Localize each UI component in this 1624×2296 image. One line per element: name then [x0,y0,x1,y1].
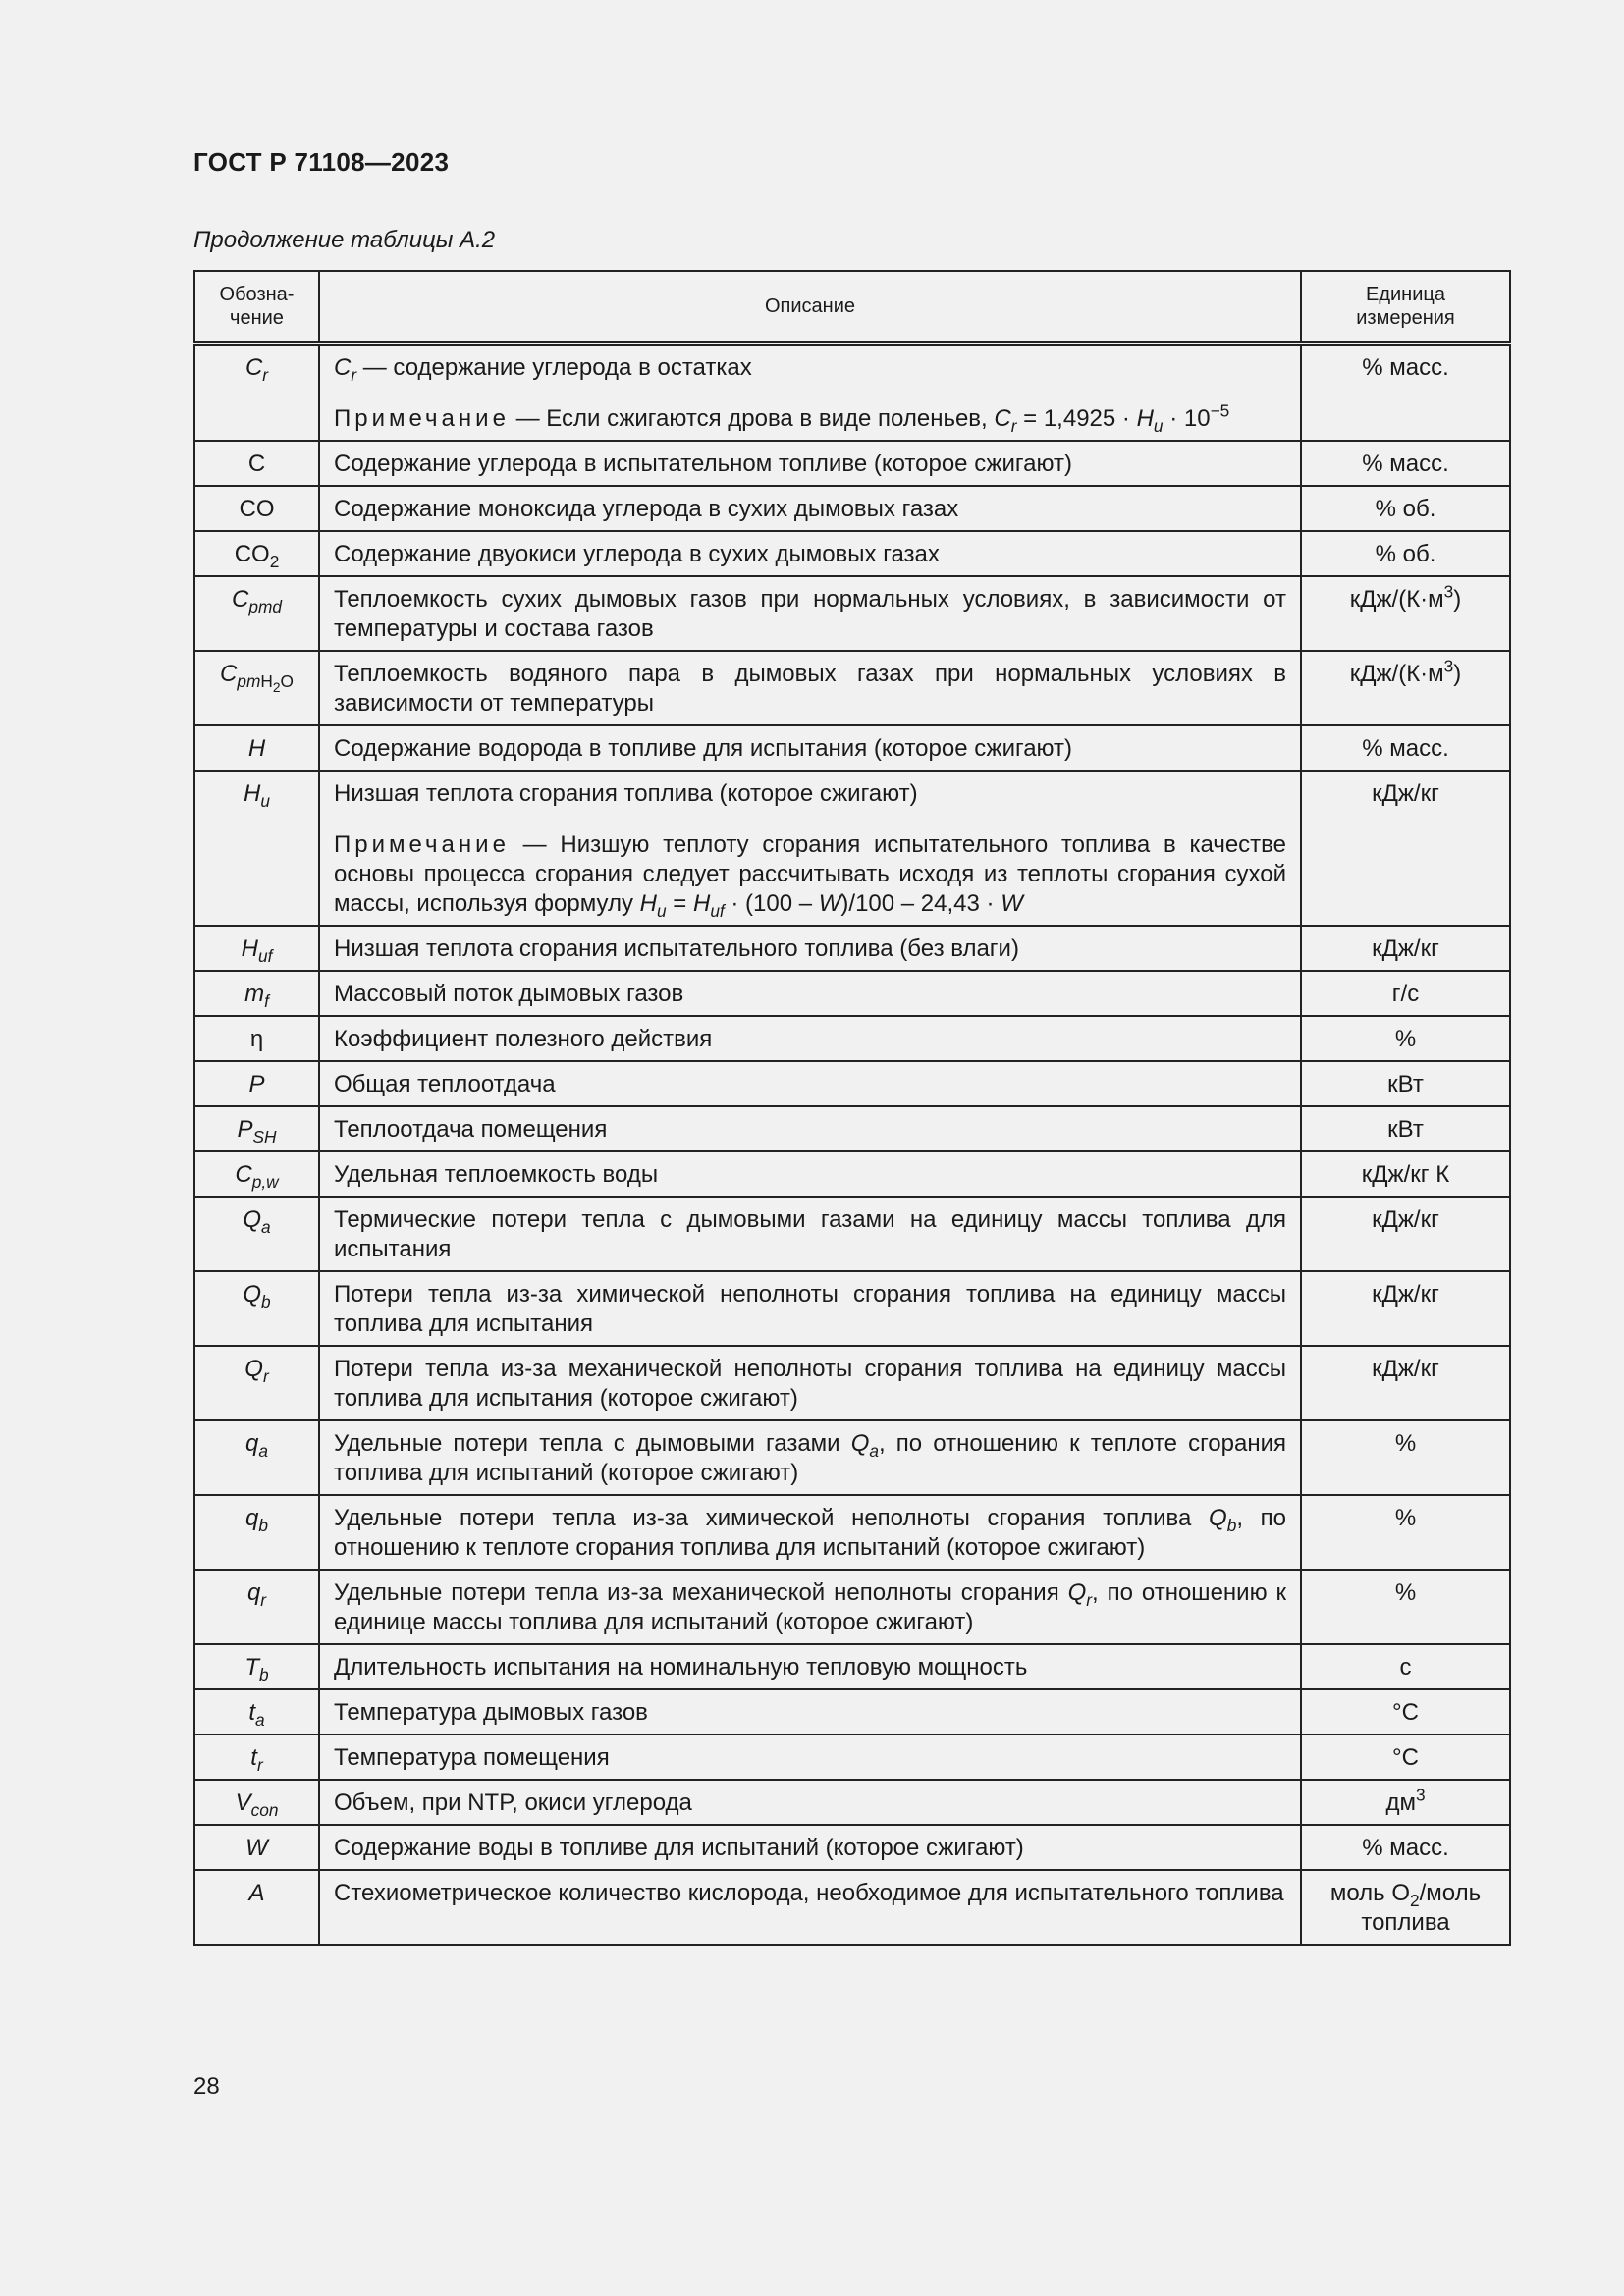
row-description: Массовый поток дымовых газов [319,971,1301,1016]
row-symbol: A [194,1870,319,1945]
row-unit: % масс. [1301,441,1510,486]
row-unit: % масс. [1301,344,1510,442]
row-description: Удельные потери тепла из-за механической неполноты сгорания $Q_r$, по отношению к единице массы топлива для испытаний (которое сжигают) [319,1570,1301,1644]
row-unit: % об. [1301,531,1510,576]
table-row [194,344,1510,442]
row-symbol: $Q_b$ [194,1271,319,1346]
table-row [194,971,1510,1016]
row-description: Низшая теплота сгорания топлива (которое сжигают) Примечание — Низшую теплоту сгорания испытательного топлива в качестве основы процесса сгорания следует рассчитывать исходя из теплоты сгорания сухой массы, используя формулу $H_u = H_{uf} \cdot (100 - W)/100 - 24,43 \cdot W$ [319,771,1301,926]
table-row [194,725,1510,771]
row-symbol: $C_{pmH_2O}$ [194,651,319,725]
row-symbol: $Q_r$ [194,1346,319,1420]
row-unit: кВт [1301,1106,1510,1151]
row-symbol: $V_{con}$ [194,1780,319,1825]
table-row [194,1197,1510,1271]
table-header-row [194,271,1510,344]
table-row [194,486,1510,531]
row-symbol: W [194,1825,319,1870]
table-row [194,651,1510,725]
table-row [194,531,1510,576]
row-unit: кДж/кг [1301,771,1510,926]
row-symbol: $H_u$ [194,771,319,926]
row-description: $C_r$ — содержание углерода в остатках Примечание — Если сжигаются дрова в виде поленьев, $C_r = 1,4925 \cdot H_u \cdot 10^{-5}$ [319,344,1301,442]
table-row [194,1271,1510,1346]
table-row [194,1061,1510,1106]
table-row [194,1151,1510,1197]
row-description: Удельная теплоемкость воды [319,1151,1301,1197]
row-unit: $дм^3$ [1301,1780,1510,1825]
header-description: Описание [319,271,1301,344]
row-description: Содержание воды в топливе для испытаний (которое сжигают) [319,1825,1301,1870]
row-description: Стехиометрическое количество кислорода, необходимое для испытательного топлива [319,1870,1301,1945]
row-unit: кДж/кг [1301,1197,1510,1271]
table-row [194,771,1510,926]
row-symbol: $t_a$ [194,1689,319,1735]
row-symbol: $q_r$ [194,1570,319,1644]
header-unit: Единица измерения [1301,271,1510,344]
header-symbol: Обозна- чение [194,271,319,344]
row-symbol: $C_r$ [194,344,319,442]
row-symbol: P [194,1061,319,1106]
row-symbol: $q_b$ [194,1495,319,1570]
row-symbol: $m_f$ [194,971,319,1016]
row-unit: % [1301,1495,1510,1570]
table-row [194,1420,1510,1495]
table-row [194,1644,1510,1689]
row-description: Теплоемкость сухих дымовых газов при нормальных условиях, в зависимости от температуры и состава газов [319,576,1301,651]
row-symbol: H [194,725,319,771]
row-symbol: $CO_2$ [194,531,319,576]
page-number: 28 [193,2073,220,2100]
row-description: Коэффициент полезного действия [319,1016,1301,1061]
row-description: Теплоотдача помещения [319,1106,1301,1151]
row-description: Теплоемкость водяного пара в дымовых газах при нормальных условиях в зависимости от температуры [319,651,1301,725]
row-unit: % [1301,1420,1510,1495]
row-symbol: CO [194,486,319,531]
row-symbol: $q_a$ [194,1420,319,1495]
row-description: Объем, при NTP, окиси углерода [319,1780,1301,1825]
document-header: ГОСТ Р 71108—2023 [193,147,450,177]
table-caption: Продолжение таблицы А.2 [193,227,496,253]
row-unit: с [1301,1644,1510,1689]
row-description: Потери тепла из-за химической неполноты сгорания топлива на единицу массы топлива для испытания [319,1271,1301,1346]
row-note: Примечание — Если сжигаются дрова в виде поленьев, $C_r = 1,4925 \cdot H_u \cdot 10^{-5}$ [334,400,1230,437]
row-unit: кДж/$(К\cdot м^3)$ [1301,576,1510,651]
row-description: Температура дымовых газов [319,1689,1301,1735]
row-unit: % [1301,1570,1510,1644]
row-description: Потери тепла из-за механической неполноты сгорания топлива на единицу массы топлива для испытания (которое сжигают) [319,1346,1301,1420]
row-unit: кДж/кг [1301,1271,1510,1346]
row-symbol: $t_r$ [194,1735,319,1780]
row-description: Удельные потери тепла из-за химической неполноты сгорания топлива $Q_b$, по отношению к теплоте сгорания топлива для испытаний (которое сжигают) [319,1495,1301,1570]
row-unit: кДж/кг [1301,926,1510,971]
table-row [194,1780,1510,1825]
row-unit: % об. [1301,486,1510,531]
row-unit: моль $O_2$/моль топлива [1301,1870,1510,1945]
table-row [194,1735,1510,1780]
row-description: Содержание двуокиси углерода в сухих дымовых газах [319,531,1301,576]
row-description: Общая теплоотдача [319,1061,1301,1106]
row-description: Длительность испытания на номинальную тепловую мощность [319,1644,1301,1689]
table-row [194,1825,1510,1870]
row-description: Содержание моноксида углерода в сухих дымовых газах [319,486,1301,531]
row-description: Содержание водорода в топливе для испытания (которое сжигают) [319,725,1301,771]
row-unit: кВт [1301,1061,1510,1106]
table-row [194,1495,1510,1570]
row-unit: г/с [1301,971,1510,1016]
row-symbol: $C_{pmd}$ [194,576,319,651]
table-row [194,441,1510,486]
table-row [194,1570,1510,1644]
row-note: Примечание — Низшую теплоту сгорания испытательного топлива в качестве основы процесса сгорания следует рассчитывать исходя из теплоты сгорания сухой массы, используя формулу $H_u = H_{uf} \cdot (100 - W)/100 - 24,43 \cdot W$ [334,831,1286,922]
row-symbol: $P_{SH}$ [194,1106,319,1151]
row-symbol: $C_{p,w}$ [194,1151,319,1197]
row-unit: кДж/кг К [1301,1151,1510,1197]
row-unit: % масс. [1301,1825,1510,1870]
row-description: Содержание углерода в испытательном топливе (которое сжигают) [319,441,1301,486]
row-symbol: η [194,1016,319,1061]
row-symbol: $Q_a$ [194,1197,319,1271]
table-row [194,926,1510,971]
table-row [194,1106,1510,1151]
row-unit: °С [1301,1689,1510,1735]
row-description: Низшая теплота сгорания испытательного топлива (без влаги) [319,926,1301,971]
table-row [194,1689,1510,1735]
row-unit: кДж/$(К\cdot м^3)$ [1301,651,1510,725]
table-row [194,576,1510,651]
row-description: Термические потери тепла с дымовыми газами на единицу массы топлива для испытания [319,1197,1301,1271]
row-description: Удельные потери тепла с дымовыми газами $Q_a$, по отношению к теплоте сгорания топлива для испытаний (которое сжигают) [319,1420,1301,1495]
table-row [194,1346,1510,1420]
row-unit: % масс. [1301,725,1510,771]
table-row [194,1016,1510,1061]
row-unit: % [1301,1016,1510,1061]
row-unit: кДж/кг [1301,1346,1510,1420]
symbols-table [193,270,1511,1946]
row-symbol: C [194,441,319,486]
table-row [194,1870,1510,1945]
row-symbol: $T_b$ [194,1644,319,1689]
row-description: Температура помещения [319,1735,1301,1780]
row-unit: °С [1301,1735,1510,1780]
row-symbol: $H_{uf}$ [194,926,319,971]
